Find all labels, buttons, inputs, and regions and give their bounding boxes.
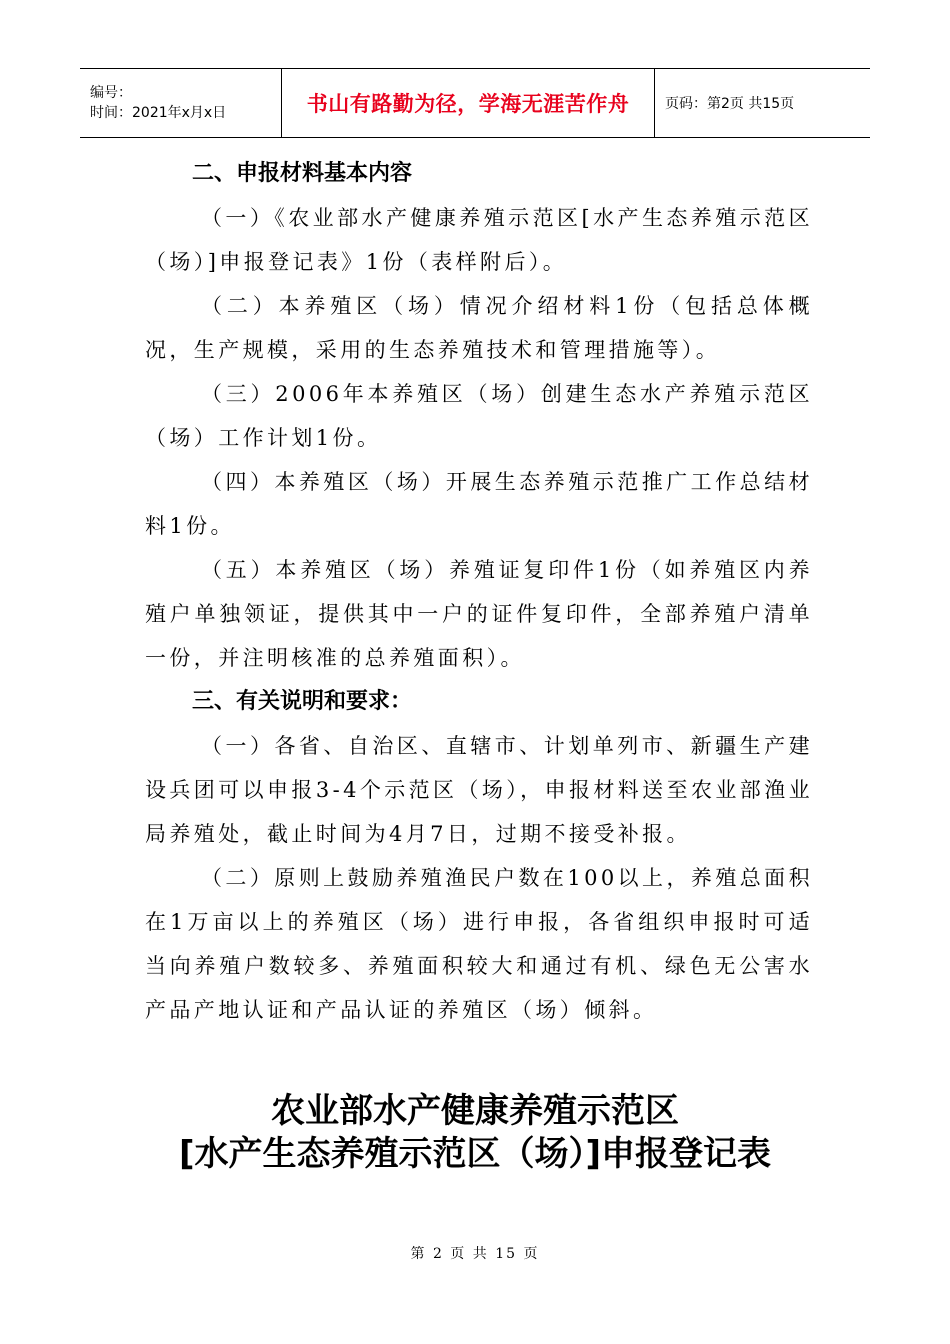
- page-header: [80, 68, 870, 138]
- document-body: [145, 152, 813, 1032]
- document-date-label: 时间：2021年x月x日: [90, 105, 227, 121]
- section-heading-requirements: 三、有关说明和要求：: [192, 689, 413, 714]
- header-page-number: 页码：第2页 共15页: [665, 96, 795, 112]
- requirements-item-2: （二）原则上鼓励养殖渔民户数在100以上，养殖总面积在1万亩以上的养殖区（场）进行申报，各省组织申报时可适当向养殖户数较多、养殖面积较大和通过有机、绿色无公害水产品产地认证和产品认证的养殖区（场）倾斜。: [145, 866, 813, 1022]
- header-page-cell: [655, 69, 870, 137]
- header-meta-cell: [80, 69, 282, 137]
- materials-item-5: （五）本养殖区（场）养殖证复印件1份（如养殖区内养殖户单独领证，提供其中一户的证件复印件，全部养殖户清单一份，并注明核准的总养殖面积）。: [145, 558, 813, 670]
- page-footer: 第 2 页 共 15 页: [410, 1246, 540, 1262]
- materials-item-4: （四）本养殖区（场）开展生态养殖示范推广工作总结材料1份。: [145, 470, 813, 538]
- materials-item-2: （二）本养殖区（场）情况介绍材料1份（包括总体概况，生产规模，采用的生态养殖技术和管理措施等）。: [145, 294, 813, 362]
- materials-item-3: （三）2006年本养殖区（场）创建生态水产养殖示范区（场）工作计划1份。: [145, 382, 813, 450]
- materials-item-1: （一）《农业部水产健康养殖示范区[水产生态养殖示范区（场）]申报登记表》1份（表样附后）。: [145, 206, 813, 274]
- document-number-label: 编号：: [90, 85, 132, 101]
- header-motto: 书山有路勤为径，学海无涯苦作舟: [306, 92, 630, 116]
- form-title-line-1: 农业部水产健康养殖示范区: [271, 1091, 679, 1131]
- requirements-item-1: （一）各省、自治区、直辖市、计划单列市、新疆生产建设兵团可以申报3-4个示范区（场），申报材料送至农业部渔业局养殖处，截止时间为4月7日，过期不接受补报。: [145, 734, 813, 846]
- header-motto-cell: [282, 69, 655, 137]
- form-title-line-2: [水产生态养殖示范区（场）]申报登记表: [178, 1134, 772, 1174]
- section-heading-materials: 二、申报材料基本内容: [192, 161, 413, 186]
